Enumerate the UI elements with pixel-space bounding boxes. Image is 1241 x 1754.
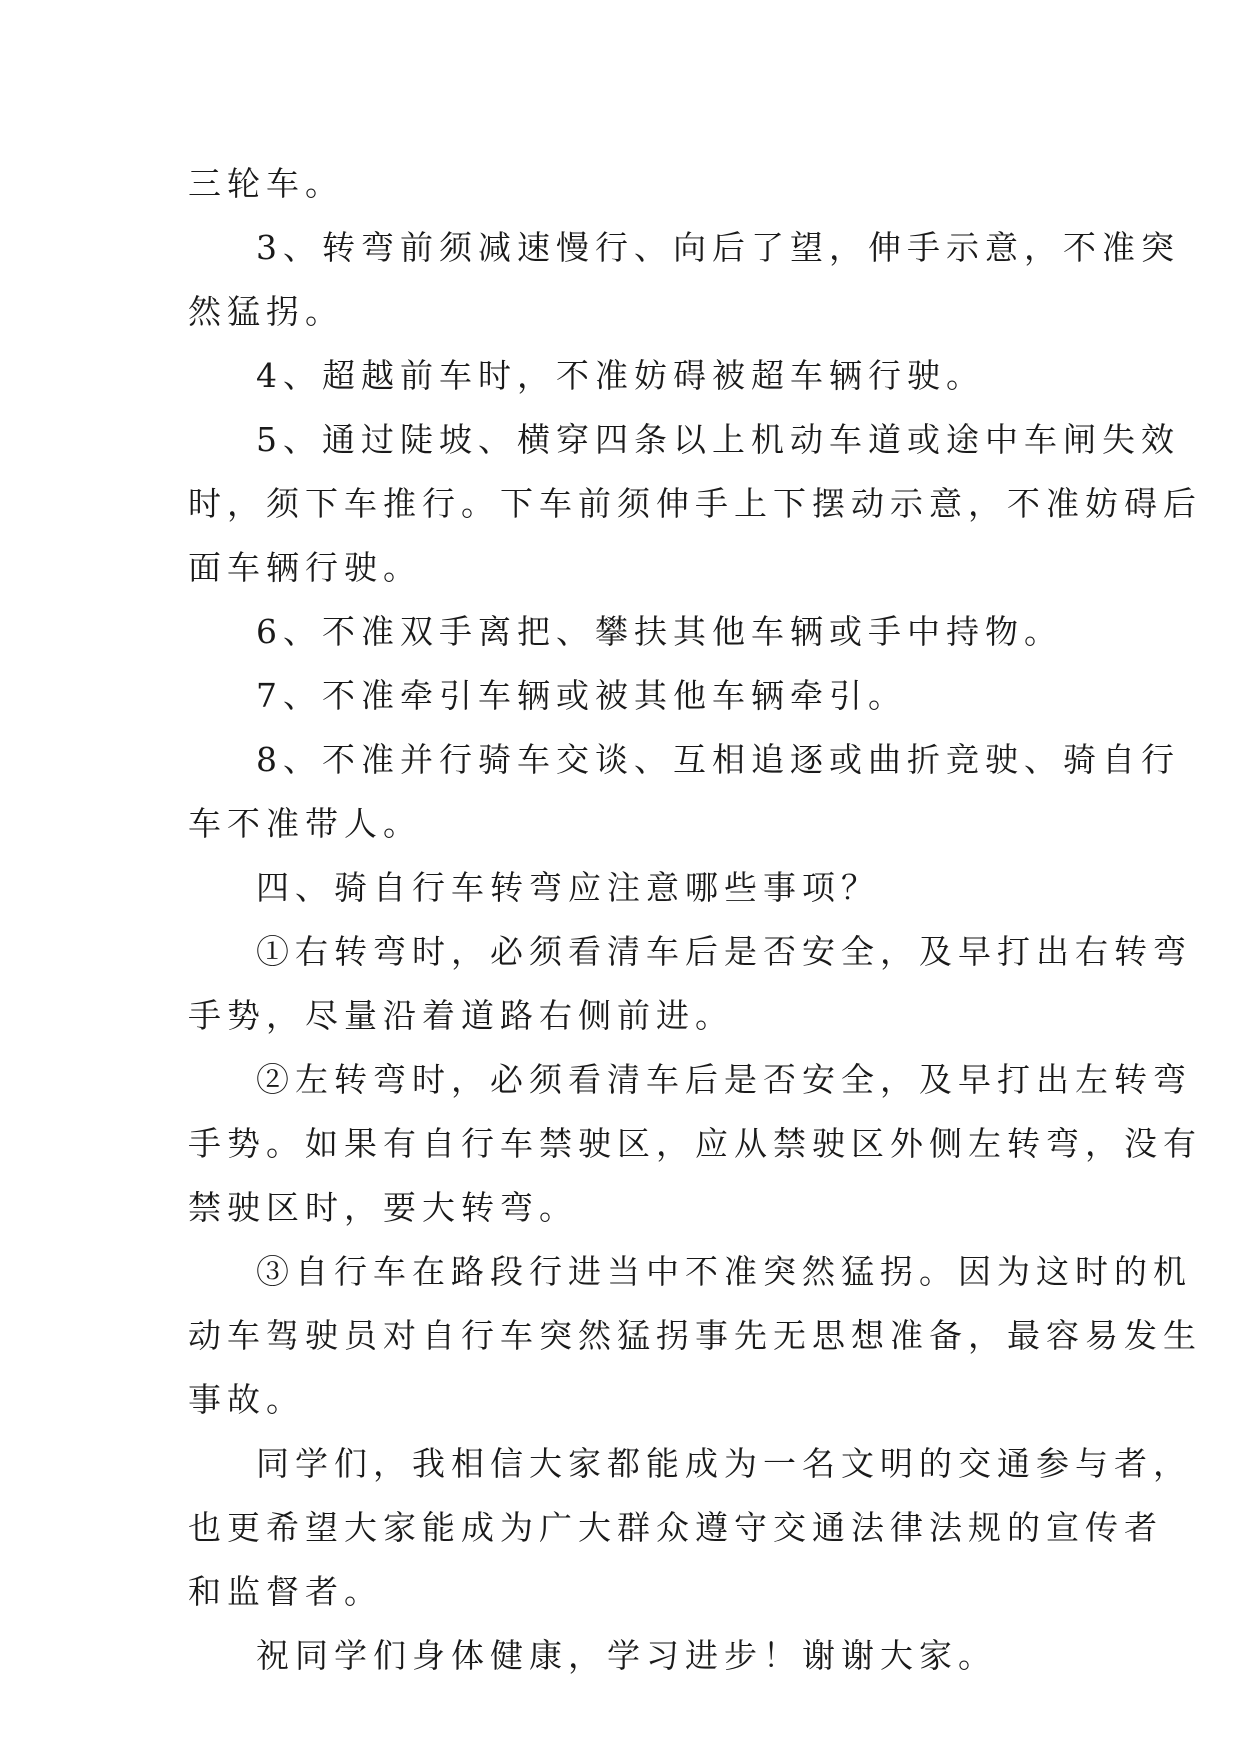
section-heading: 四、骑自行车转弯应注意哪些事项？ — [256, 868, 880, 907]
text-line: 手势，尽量沿着道路右侧前进。 — [188, 996, 734, 1035]
text-line: 手势。如果有自行车禁驶区，应从禁驶区外侧左转弯，没有 — [188, 1124, 1202, 1163]
text-line: 然猛拐。 — [188, 292, 344, 331]
text-line: 事故。 — [188, 1380, 305, 1419]
text-line: 和监督者。 — [188, 1572, 383, 1611]
text-line: 7、不准牵引车辆或被其他车辆牵引。 — [256, 676, 907, 715]
text-line: ③自行车在路段行进当中不准突然猛拐。因为这时的机 — [256, 1252, 1192, 1291]
text-line: 车不准带人。 — [188, 804, 422, 843]
text-line: ②左转弯时，必须看清车后是否安全，及早打出左转弯 — [256, 1060, 1192, 1099]
text-line: 面车辆行驶。 — [188, 548, 422, 587]
text-line: 8、不准并行骑车交谈、互相追逐或曲折竞驶、骑自行 — [256, 740, 1180, 779]
text-line: 三轮车。 — [188, 164, 344, 203]
text-line: 动车驾驶员对自行车突然猛拐事先无思想准备，最容易发生 — [188, 1316, 1202, 1355]
text-line: 禁驶区时，要大转弯。 — [188, 1188, 578, 1227]
text-line: 同学们，我相信大家都能成为一名文明的交通参与者， — [256, 1444, 1192, 1483]
text-line: 3、转弯前须减速慢行、向后了望，伸手示意，不准突 — [256, 228, 1180, 267]
text-line: 时，须下车推行。下车前须伸手上下摆动示意，不准妨碍后 — [188, 484, 1202, 523]
text-line: ①右转弯时，必须看清车后是否安全，及早打出右转弯 — [256, 932, 1192, 971]
text-line: 6、不准双手离把、攀扶其他车辆或手中持物。 — [256, 612, 1063, 651]
document-page — [188, 152, 1202, 1688]
text-line: 4、超越前车时，不准妨碍被超车辆行驶。 — [256, 356, 985, 395]
closing-line: 祝同学们身体健康，学习进步！谢谢大家。 — [256, 1636, 997, 1675]
text-line: 5、通过陡坡、横穿四条以上机动车道或途中车闸失效 — [256, 420, 1180, 459]
text-line: 也更希望大家能成为广大群众遵守交通法律法规的宣传者 — [188, 1508, 1163, 1547]
